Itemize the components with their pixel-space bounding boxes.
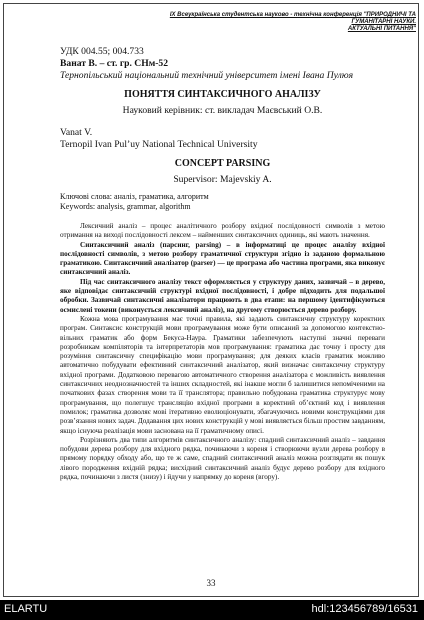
conference-header [154, 12, 416, 33]
paragraph-5: Розрізняють два типи алгоритмів синтаксичного аналізу: спадний синтаксичний аналіз – завдання побудови дерева розбору для вхідного рядка, починаючи з кореня і створюючи вузли дерева розбору в прямому порядку обходу або, що те ж саме, спадний синтаксичний аналіз можна розглядати як пошук лівого породження вхідній рядка; висхідний синтаксичний аналіз будує дерево розбору для вхідного рядка, починаючи з листя (знизу) і йдучи у напрямку до кореня (вгору). [60, 435, 385, 482]
affiliation-ua: Тернопільський національний технічний університет імені Івана Пулюя [60, 70, 354, 81]
supervisor-en: Supervisor: Majevskiy A. [173, 174, 272, 185]
conference-header-line2: АКТУАЛЬНІ ПИТАННЯ" [347, 26, 416, 32]
author-ua: Ванат В. – ст. гр. СНм-52 [60, 58, 169, 69]
title-ua: ПОНЯТТЯ СИНТАКСИЧНОГО АНАЛІЗУ [124, 89, 321, 100]
repository-footer [0, 600, 424, 620]
handle-id: hdl:123456789/16531 [311, 603, 418, 615]
paragraph-1: Лексичний аналіз – процес аналітичного розбору вхідної послідовності символів з метою отримання на виході послідовності лексем – найменших синтаксичних одиниць, які мають значення. [60, 222, 385, 240]
keywords-ua: Ключові слова: аналіз, граматика, алгоритм [60, 192, 209, 201]
paper-body [60, 222, 385, 482]
affiliation-en: Ternopil Ivan Pul’uy National Technical University [60, 139, 258, 150]
title-en: CONCEPT PARSING [174, 158, 271, 169]
paragraph-3: Під час синтаксичного аналізу текст оформляється у структуру даних, зазвичай – в дерево, яке відповідає синтаксичній структурі вхідної послідовності, і добре підходить для подальшої обробки. Зазвичай синтаксичні аналізатори працюють в два етапи: на першому ідентифікуються осмислені токени (виконується лексичний аналіз), на другому створюється дерево розбору. [60, 277, 385, 314]
conference-header-line1: IX Всеукраїнська студентська науково - технічна конференція "ПРИРОДНИЧІ ТА ГУМАНІТАРНІ НАУКИ. [169, 12, 416, 25]
keywords-en: Keywords: analysis, grammar, algorithm [60, 202, 191, 211]
paragraph-2: Синтаксичний аналіз (парсинг, parsing) – в інформатиці це процес аналізу вхідної послідовності символів, з метою розбору граматичної структури згідно із заданою формальною граматикою. Синтаксичний аналізатор (parser) — це програма або частина програми, яка виконує синтаксичний аналіз. [60, 240, 385, 277]
page-number: 33 [206, 578, 216, 588]
supervisor-ua: Науковий керівник: ст. викладач Маєвський О.В. [122, 105, 323, 116]
repository-name: ELARTU [4, 603, 48, 615]
udc-code: УДК 004.55; 004.733 [60, 46, 144, 57]
paper-page [3, 3, 419, 597]
author-en: Vanat V. [60, 127, 93, 138]
paragraph-4: Кожна мова програмування має точні правила, які задають синтаксичну структуру коректних програм. Синтаксис конструкцій мови програмування може бути описаний за допомогою контекстно-вільних граматик або форм Бекуса-Наура. Граматики забезпечують наступні значні переваги розробникам компіляторів та інтерпретаторів мов програмування: граматика дає точну і просту для розуміння синтаксичну специфікацію мови програмування; для деяких класів граматик можливо автоматично побудувати ефективний синтаксичний аналізатор, який визначає синтаксичну структуру вхідної програми. Додатковою перевагою автоматичного створення аналізатора є можливість виявлення синтаксичних неоднозначностей та інших складностей, які інакше могли б залишитися непоміченими на початкових фазах створення мови та її транслятора; правильно побудована граматика структурує мову програмування, що полегшує трансляцію вхідної програми в коректний об’єктний код і виявлення помилок; граматика дозволяє мові ітеративно еволюціонувати, збагачуючись новими конструкціями для розв’язання нових задач. Додавання цих нових конструкцій у мові виявляється більш простим завданням, якщо існуюча реалізація мови заснована на її граматичному описі. [60, 314, 385, 435]
paper-content [60, 46, 385, 482]
